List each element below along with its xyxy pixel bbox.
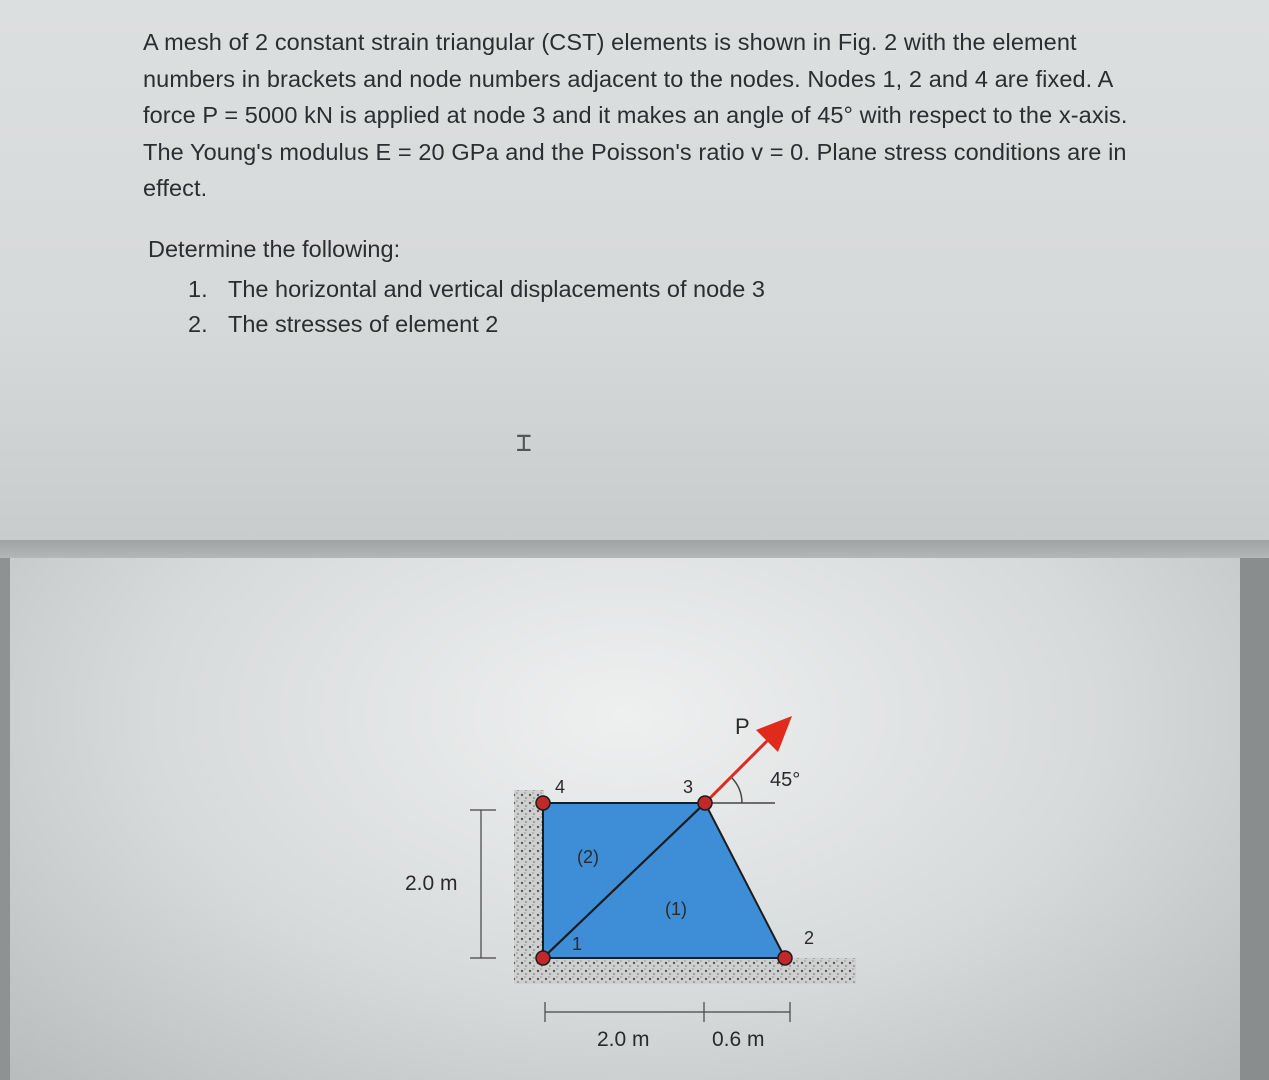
node-4-marker — [536, 796, 550, 810]
node-1-marker — [536, 951, 550, 965]
task-number: 1. — [188, 276, 208, 302]
node-3-label: 3 — [683, 777, 694, 797]
bottom-dimension-left-label: 2.0 m — [597, 1028, 650, 1051]
node-1-label: 1 — [572, 934, 583, 954]
task-text: The stresses of element 2 — [228, 311, 499, 337]
node-2-label: 2 — [804, 928, 815, 948]
force-label: P — [735, 714, 750, 739]
element-2-label: (2) — [577, 847, 599, 867]
node-4-label: 4 — [555, 777, 566, 797]
text-cursor-icon: ⌶ — [516, 428, 532, 458]
height-dimension-label: 2.0 m — [405, 872, 458, 895]
force-arrow-shaft — [705, 740, 768, 803]
node-3-marker — [698, 796, 712, 810]
angle-arc — [731, 777, 742, 803]
task-number: 2. — [188, 311, 208, 337]
determine-heading: Determine the following: — [148, 236, 401, 262]
node-2-marker — [778, 951, 792, 965]
angle-label: 45° — [770, 769, 801, 791]
task-text: The horizontal and vertical displacements of node 3 — [228, 276, 765, 302]
element-1-label: (1) — [665, 899, 687, 919]
problem-statement: A mesh of 2 constant strain triangular (CST) elements is shown in Fig. 2 with the element numbers in brackets and node numbers adjacent to the nodes. Nodes 1, 2 and 4 are fixed. A force P = 5000 kN is applied at node 3 and it makes an angle of 45° with respect to the x-axis. The Young's modulus E = 20 GPa and the Poisson's ratio v = 0. Plane stress conditions are in effect. — [143, 29, 1128, 201]
bottom-dimension-right-label: 0.6 m — [712, 1028, 765, 1051]
ground-support-hatch — [514, 958, 856, 984]
